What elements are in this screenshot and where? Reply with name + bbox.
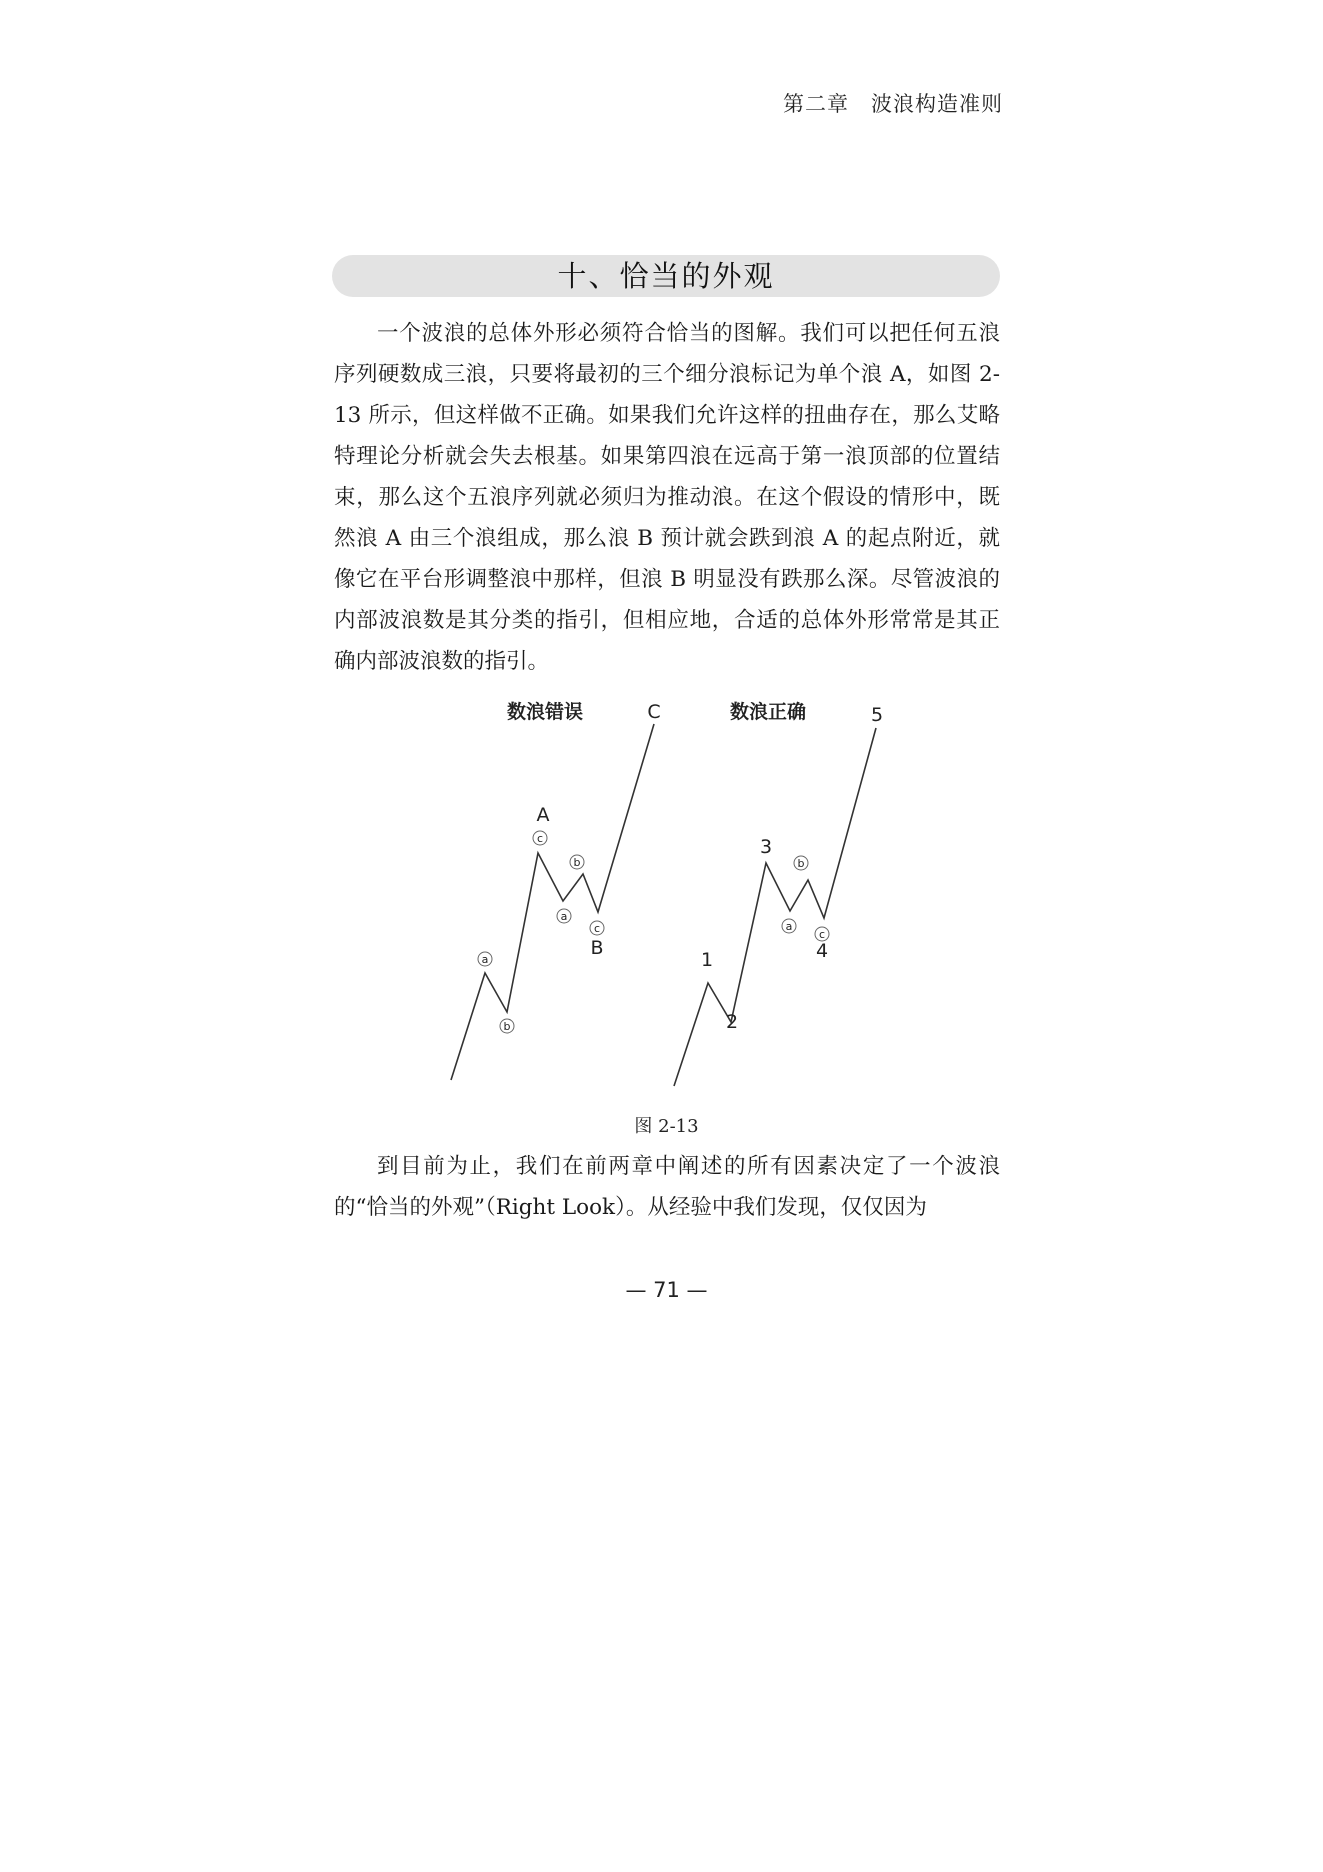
circle-label-b: b: [797, 857, 805, 870]
figure-caption: 图 2-13: [634, 1116, 699, 1137]
circle-label-c: c: [818, 928, 826, 941]
left-panel-title: 数浪错误: [506, 701, 584, 723]
label-major-b: B: [590, 937, 604, 959]
section-title: 十、恰当的外观: [332, 255, 1000, 297]
body-paragraph-2: 到目前为止，我们在前两章中阐述的所有因素决定了一个波浪的“恰当的外观”（Right Look）。从经验中我们发现，仅仅因为: [334, 1154, 1000, 1220]
right-wave-line: [674, 728, 876, 1086]
wave-diagram: [440, 700, 920, 1100]
circle-label-c2: c: [593, 922, 601, 935]
circle-label-b2: b: [573, 856, 581, 869]
right-sub-a: [782, 919, 796, 933]
wave-label-1: 1: [700, 949, 714, 971]
circle-label-a2: a: [560, 910, 568, 923]
right-sub-c: [815, 927, 829, 941]
wave-label-3: 3: [759, 836, 773, 858]
wave-count-figure: [440, 700, 920, 1100]
left-wave-line: [451, 724, 654, 1080]
circle-label-c1: c: [536, 832, 544, 845]
label-major-a: A: [536, 804, 550, 826]
left-sub-c1: [533, 831, 547, 845]
right-sub-b: [794, 856, 808, 870]
wave-label-5: 5: [870, 704, 884, 726]
circle-label-b1: b: [503, 1020, 511, 1033]
left-sub-b2: [570, 855, 584, 869]
left-sub-a1: [478, 952, 492, 966]
page-number: — 71 —: [625, 1278, 708, 1302]
wave-label-4: 4: [815, 940, 829, 962]
left-sub-c2: [590, 921, 604, 935]
left-sub-a2: [557, 909, 571, 923]
running-head: 第二章 波浪构造准则: [783, 92, 1003, 116]
wave-label-2: 2: [725, 1011, 739, 1033]
circle-label-a: a: [785, 920, 793, 933]
label-major-c: C: [647, 701, 661, 723]
body-paragraph: 一个波浪的总体外形必须符合恰当的图解。我们可以把任何五浪序列硬数成三浪，只要将最初的三个细分浪标记为单个浪 A，如图 2-13 所示，但这样做不正确。如果我们允许这样的扭曲存在，那么艾略特理论分析就会失去根基。如果第四浪在远高于第一浪顶部的位置结束，那么这个五浪序列就必须归为推动浪。在这个假设的情形中，既然浪 A 由三个浪组成，那么浪 B 预计就会跌到浪 A 的起点附近，就像它在平台形调整浪中那样，但浪 B 明显没有跌那么深。尽管波浪的内部波浪数是其分类的指引，但相应地，合适的总体外形常常是其正确内部波浪数的指引。: [334, 321, 1000, 674]
left-sub-b1: [500, 1019, 514, 1033]
circle-label-a1: a: [481, 953, 489, 966]
right-panel-title: 数浪正确: [729, 701, 807, 723]
